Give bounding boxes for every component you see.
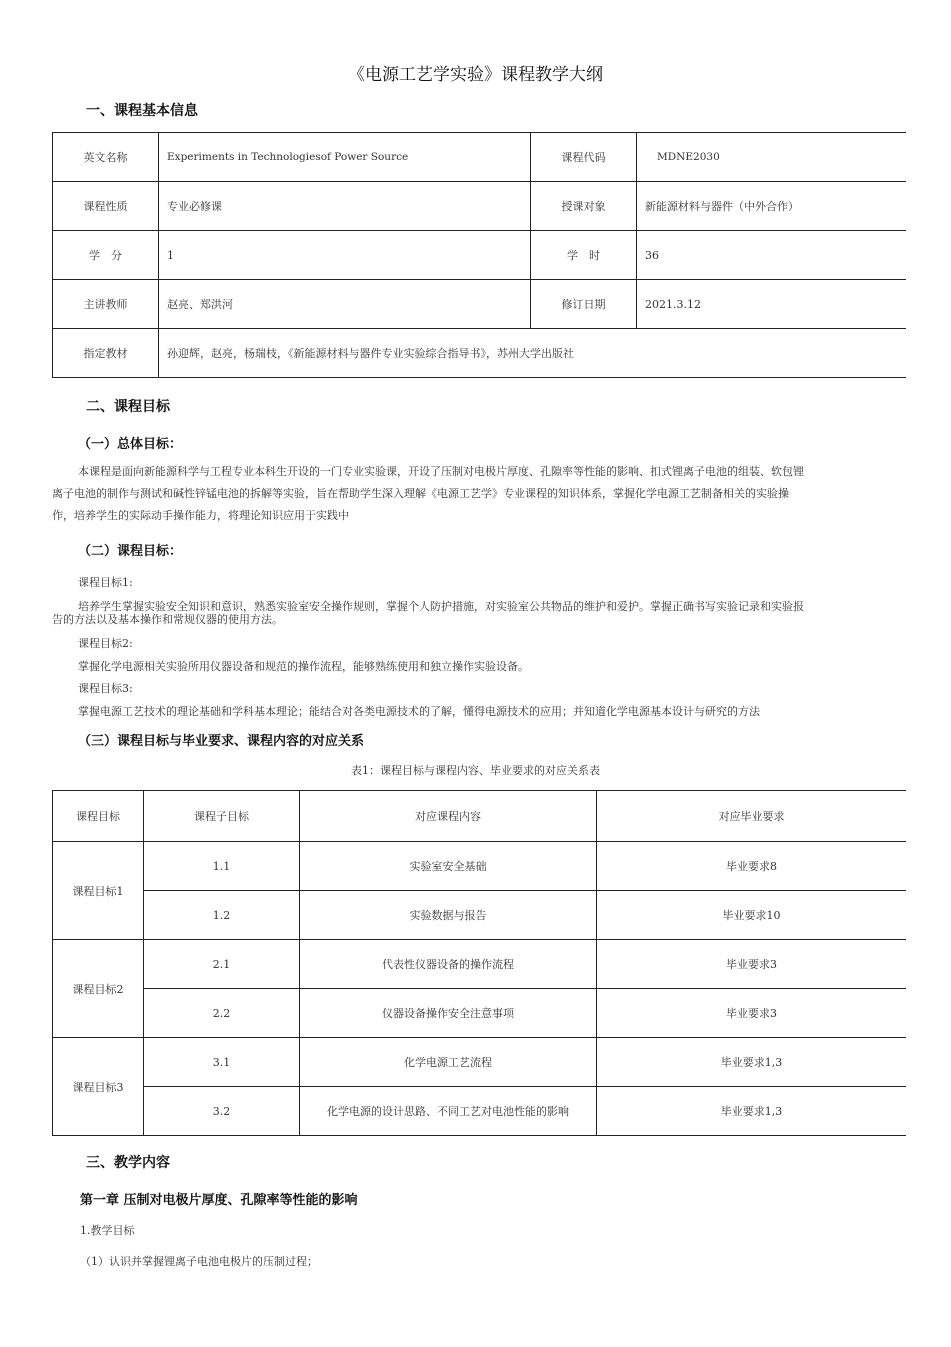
table-row: [53, 133, 907, 182]
requirement-cell: 毕业要求3: [597, 940, 907, 989]
course-info-table: [52, 132, 906, 378]
column-header: 课程目标: [53, 791, 144, 842]
content-cell: 代表性仪器设备的操作流程: [300, 940, 597, 989]
column-header: 对应毕业要求: [597, 791, 907, 842]
goal-mapping-table: [52, 790, 906, 1136]
table-row: [53, 329, 907, 378]
info-value: 赵亮、郑洪河: [159, 280, 531, 329]
subheading-overall-goal: （一）总体目标：: [78, 437, 183, 452]
table-row: [53, 989, 907, 1038]
table-row: [53, 940, 907, 989]
requirement-cell: 毕业要求8: [597, 842, 907, 891]
subgoal-cell: 1.2: [144, 891, 300, 940]
table-row: [53, 891, 907, 940]
goal-cell: 课程目标1: [53, 842, 144, 940]
overall-goal-paragraph: [52, 461, 912, 527]
subgoal-cell: 3.1: [144, 1038, 300, 1087]
info-label: 主讲教师: [53, 280, 159, 329]
goal1-label: 课程目标1:: [78, 576, 133, 589]
table-row: [53, 842, 907, 891]
info-label: 英文名称: [53, 133, 159, 182]
subheading-course-goals: （二）课程目标：: [78, 544, 183, 559]
column-header: 对应课程内容: [300, 791, 597, 842]
paragraph-line: 告的方法以及基本操作和常规仪器的使用方法。: [52, 613, 283, 626]
goal2-label: 课程目标2:: [78, 637, 133, 650]
section-heading-course-goals: 二、课程目标: [86, 399, 170, 415]
info-label: 修订日期: [531, 280, 637, 329]
requirement-cell: 毕业要求1,3: [597, 1087, 907, 1136]
requirement-cell: 毕业要求1,3: [597, 1038, 907, 1087]
info-value: Experiments in Technologiesof Power Source: [159, 133, 531, 182]
paragraph-line: 培养学生掌握实验安全知识和意识，熟悉实验室安全操作规则，掌握个人防护措施，对实验室公共物品的维护和爱护。掌握正确书写实验记录和实验报: [78, 600, 804, 613]
info-value: 1: [159, 231, 531, 280]
table-row: [53, 231, 907, 280]
info-value: 2021.3.12: [637, 280, 907, 329]
requirement-cell: 毕业要求10: [597, 891, 907, 940]
info-label: 学 时: [531, 231, 637, 280]
goal-cell: 课程目标2: [53, 940, 144, 1038]
document-title: 《电源工艺学实验》课程教学大纲: [348, 65, 603, 85]
info-value: 孙迎辉，赵亮，杨瑞枝，《新能源材料与器件专业实验综合指导书》，苏州大学出版社: [159, 329, 907, 378]
teaching-goal-subitem: （1）认识并掌握锂离子电池电极片的压制过程；: [80, 1255, 318, 1268]
subgoal-cell: 2.2: [144, 989, 300, 1038]
section-heading-teaching-content: 三、教学内容: [86, 1155, 170, 1171]
goal3-text: 掌握电源工艺技术的理论基础和学科基本理论；能结合对各类电源技术的了解，懂得电源技术的应用；并知道化学电源基本设计与研究的方法: [78, 705, 760, 718]
table-row: [53, 1038, 907, 1087]
chapter-heading: 第一章 压制对电极片厚度、孔隙率等性能的影响: [80, 1193, 358, 1208]
subgoal-cell: 1.1: [144, 842, 300, 891]
paragraph-line: 本课程是面向新能源科学与工程专业本科生开设的一门专业实验课，开设了压制对电极片厚度、孔隙率等性能的影响、扣式锂离子电池的组装、软包锂: [78, 465, 804, 478]
info-value: MDNE2030: [637, 133, 907, 182]
subgoal-cell: 3.2: [144, 1087, 300, 1136]
teaching-goal-item: 1.教学目标: [80, 1224, 135, 1237]
info-label: 指定教材: [53, 329, 159, 378]
column-header: 课程子目标: [144, 791, 300, 842]
paragraph-line: 作，培养学生的实际动手操作能力，将理论知识应用于实践中: [52, 509, 349, 522]
table-caption: 表1：课程目标与课程内容、毕业要求的对应关系表: [351, 764, 600, 777]
table-row: [53, 1087, 907, 1136]
info-value: 新能源材料与器件（中外合作）: [637, 182, 907, 231]
content-cell: 化学电源的设计思路、不同工艺对电池性能的影响: [300, 1087, 597, 1136]
info-value: 36: [637, 231, 907, 280]
subgoal-cell: 2.1: [144, 940, 300, 989]
info-label: 授课对象: [531, 182, 637, 231]
goal3-label: 课程目标3:: [78, 682, 133, 695]
content-cell: 实验室安全基础: [300, 842, 597, 891]
info-value: 专业必修课: [159, 182, 531, 231]
table-header-row: [53, 791, 907, 842]
info-label: 课程代码: [531, 133, 637, 182]
requirement-cell: 毕业要求3: [597, 989, 907, 1038]
content-cell: 实验数据与报告: [300, 891, 597, 940]
goal1-text: [52, 600, 912, 626]
info-label: 学 分: [53, 231, 159, 280]
info-label: 课程性质: [53, 182, 159, 231]
content-cell: 化学电源工艺流程: [300, 1038, 597, 1087]
content-cell: 仪器设备操作安全注意事项: [300, 989, 597, 1038]
goal-cell: 课程目标3: [53, 1038, 144, 1136]
paragraph-line: 离子电池的制作与测试和碱性锌锰电池的拆解等实验，旨在帮助学生深入理解《电源工艺学》专业课程的知识体系，掌握化学电源工艺制备相关的实验操: [52, 487, 789, 500]
table-row: [53, 182, 907, 231]
goal2-text: 掌握化学电源相关实验所用仪器设备和规范的操作流程，能够熟练使用和独立操作实验设备。: [78, 660, 529, 673]
table-row: [53, 280, 907, 329]
subheading-mapping: （三）课程目标与毕业要求、课程内容的对应关系: [78, 734, 365, 749]
section-heading-basic-info: 一、课程基本信息: [86, 103, 198, 119]
